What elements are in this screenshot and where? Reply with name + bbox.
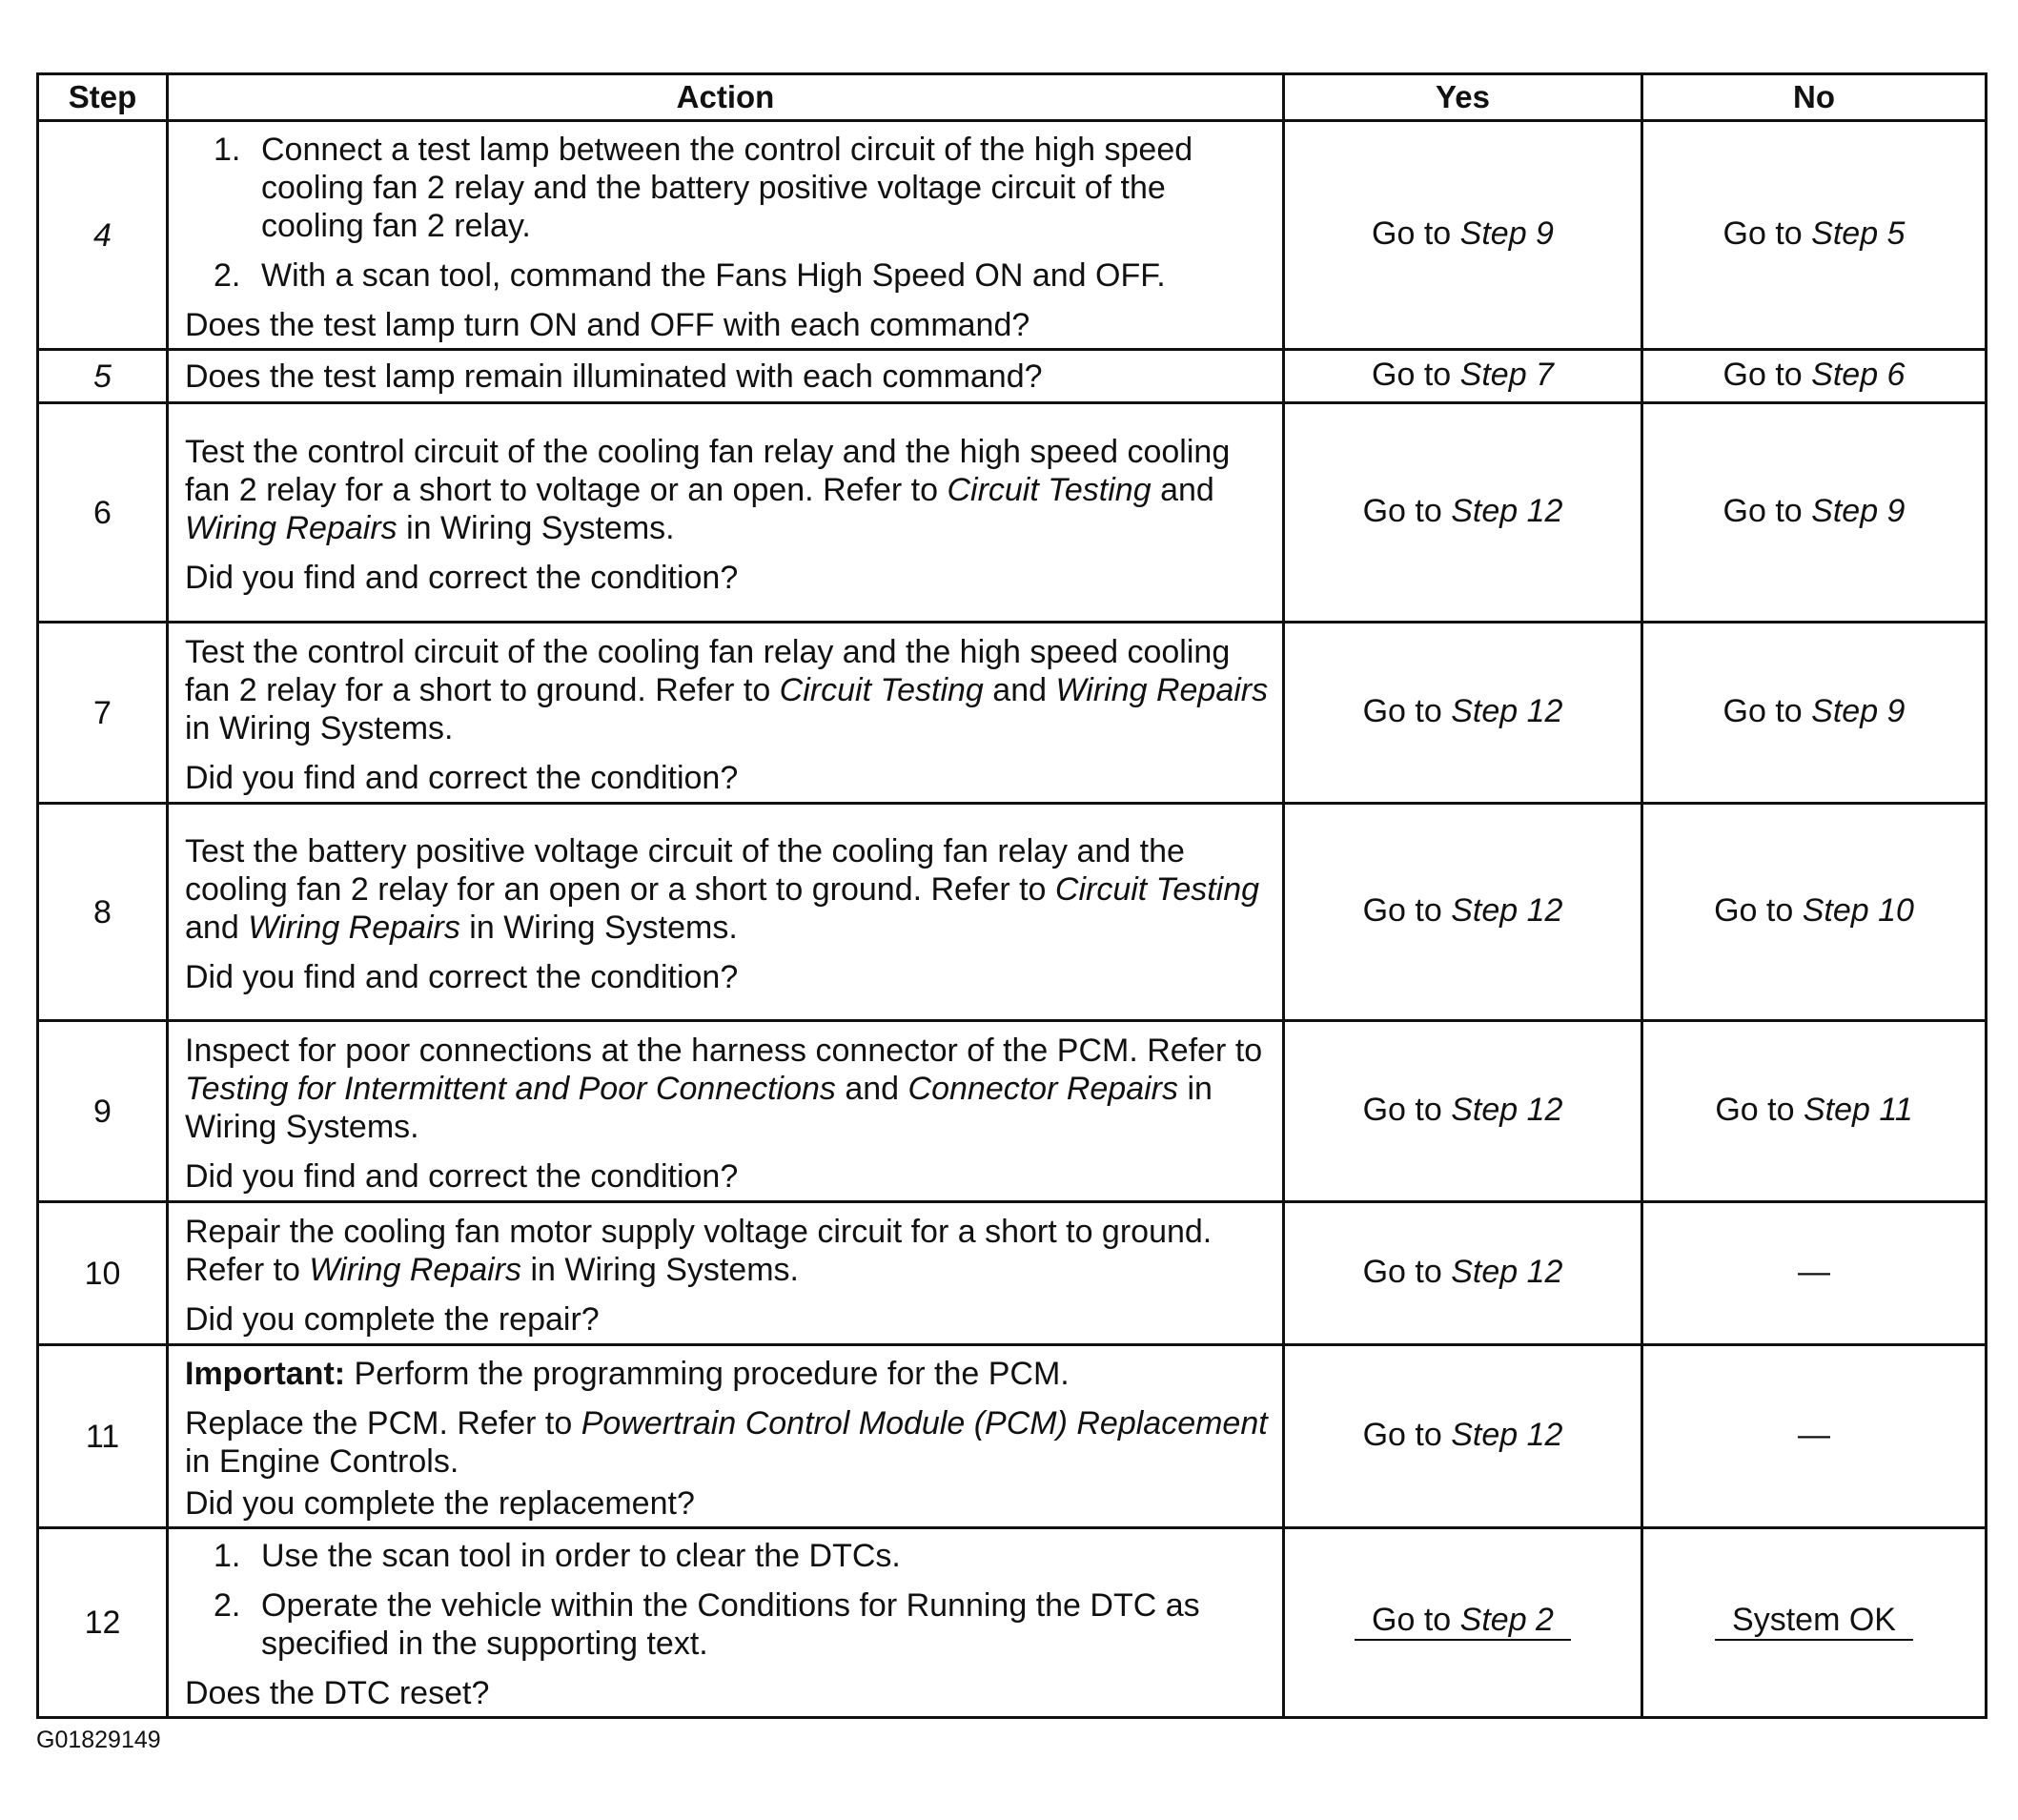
goto-step-link[interactable]: Step 10 xyxy=(1802,891,1914,929)
important-note: Important: Perform the programming procedure for the PCM. xyxy=(185,1355,1070,1392)
header-yes: Yes xyxy=(1284,74,1642,121)
yes-cell xyxy=(1284,804,1642,1021)
goto-text: Go to xyxy=(1372,215,1452,252)
goto-step-link[interactable]: Step 9 xyxy=(1811,692,1906,729)
action-list xyxy=(185,1537,1269,1663)
step-number: 5 xyxy=(38,350,168,403)
list-number: 2. xyxy=(214,1587,241,1624)
question-text: Does the DTC reset? xyxy=(185,1675,490,1711)
question-text: Did you complete the replacement? xyxy=(185,1484,695,1522)
goto-step-link[interactable]: Step 7 xyxy=(1459,356,1554,393)
reference-link[interactable]: Circuit Testing xyxy=(779,671,984,708)
goto-step-link[interactable]: Step 12 xyxy=(1451,692,1563,729)
goto-step-link[interactable]: Step 2 xyxy=(1459,1602,1554,1638)
no-cell xyxy=(1642,403,1987,623)
question-text: Did you find and correct the condition? xyxy=(185,759,739,796)
yes-cell xyxy=(1284,1202,1642,1345)
no-cell: — xyxy=(1642,1202,1987,1345)
action-text: Test the control circuit of the cooling fan relay and the high speed cooling fan 2 relay for a short to ground. Refer to Circuit Testing and Wiring Repairs in Wiring Systems. xyxy=(185,633,1269,746)
step-number: 4 xyxy=(38,121,168,350)
action-cell xyxy=(168,1528,1284,1718)
no-cell xyxy=(1642,350,1987,403)
goto-text: Go to xyxy=(1715,1091,1795,1128)
goto-text: Go to xyxy=(1372,1602,1452,1638)
list-item xyxy=(185,131,1269,245)
list-item xyxy=(185,256,1269,295)
action-text: Inspect for poor connections at the harness connector of the PCM. Refer to Testing for Intermittent and Poor Connections and Connector Repairs in Wiring Systems. xyxy=(185,1032,1263,1145)
step-number: 7 xyxy=(38,623,168,804)
step-number: 9 xyxy=(38,1021,168,1202)
goto-step-link[interactable]: Step 12 xyxy=(1451,1416,1563,1453)
goto-text: Go to xyxy=(1722,215,1803,252)
question-text: Does the test lamp remain illuminated with each command? xyxy=(185,358,1043,395)
action-text: Test the battery positive voltage circuit of the cooling fan relay and the cooling fan 2 relay for an open or a short to ground. Refer to Circuit Testing and Wiring Repairs in Wiring Systems. xyxy=(185,832,1260,946)
list-text: With a scan tool, command the Fans High Speed ON and OFF. xyxy=(261,256,1166,294)
list-item xyxy=(185,1586,1269,1663)
goto-text: Go to xyxy=(1362,1091,1442,1128)
no-cell xyxy=(1642,1021,1987,1202)
goto-text: Go to xyxy=(1722,356,1803,393)
no-cell xyxy=(1642,121,1987,350)
yes-cell xyxy=(1284,350,1642,403)
table-row xyxy=(38,350,1987,403)
goto-step-link[interactable]: Step 9 xyxy=(1811,492,1906,529)
reference-link[interactable]: Wiring Repairs xyxy=(309,1251,522,1288)
goto-text: Go to xyxy=(1372,356,1452,393)
table-row xyxy=(38,804,1987,1021)
diagnostic-table xyxy=(36,72,1987,1719)
list-text: Use the scan tool in order to clear the DTCs. xyxy=(261,1538,901,1574)
reference-link[interactable]: Wiring Repairs xyxy=(248,909,460,946)
list-item xyxy=(185,1537,1269,1575)
goto-step-link[interactable]: Step 12 xyxy=(1451,1091,1563,1128)
step-number: 8 xyxy=(38,804,168,1021)
no-cell xyxy=(1642,623,1987,804)
goto-step-link[interactable]: Step 11 xyxy=(1803,1091,1913,1128)
goto-step-link[interactable]: Step 5 xyxy=(1811,215,1906,252)
table-row xyxy=(38,1202,1987,1345)
yes-cell xyxy=(1284,1021,1642,1202)
header-row xyxy=(38,74,1987,121)
reference-link[interactable]: Circuit Testing xyxy=(1054,870,1260,908)
table-row xyxy=(38,403,1987,623)
header-no: No xyxy=(1642,74,1987,121)
action-text: Replace the PCM. Refer to Powertrain Control Module (PCM) Replacement in Engine Controls. xyxy=(185,1404,1268,1480)
goto-text: Go to xyxy=(1722,692,1803,729)
reference-link[interactable]: Wiring Repairs xyxy=(185,509,397,546)
table-row xyxy=(38,1345,1987,1528)
question-text: Did you find and correct the condition? xyxy=(185,1157,739,1195)
reference-link[interactable]: Connector Repairs xyxy=(907,1070,1179,1107)
reference-link[interactable]: Wiring Repairs xyxy=(1055,671,1269,708)
reference-link[interactable]: Powertrain Control Module (PCM) Replacement xyxy=(581,1404,1268,1442)
action-cell xyxy=(168,350,1284,403)
goto-text: Go to xyxy=(1362,891,1442,929)
question-text: Does the test lamp turn ON and OFF with each command? xyxy=(185,306,1030,343)
list-text: Connect a test lamp between the control circuit of the high speed cooling fan 2 relay and the battery positive voltage circuit of the cooling fan 2 relay. xyxy=(261,131,1193,244)
goto-step-link[interactable]: Step 12 xyxy=(1451,1253,1563,1290)
yes-answer xyxy=(1355,1601,1571,1641)
system-ok-text: System OK xyxy=(1715,1601,1913,1641)
table-row xyxy=(38,623,1987,804)
reference-link[interactable]: Testing for Intermittent and Poor Connections xyxy=(185,1070,836,1107)
yes-cell xyxy=(1284,121,1642,350)
table-row xyxy=(38,121,1987,350)
goto-text: Go to xyxy=(1362,492,1442,529)
yes-cell xyxy=(1284,403,1642,623)
reference-link[interactable]: Circuit Testing xyxy=(947,471,1152,508)
action-text: Test the control circuit of the cooling fan relay and the high speed cooling fan 2 relay for a short to voltage or an open. Refer to Circuit Testing and Wiring Repairs in Wiring Systems. xyxy=(185,433,1231,546)
header-step: Step xyxy=(38,74,168,121)
action-cell xyxy=(168,121,1284,350)
action-cell xyxy=(168,1345,1284,1528)
list-number: 1. xyxy=(214,131,241,168)
step-number: 10 xyxy=(38,1202,168,1345)
yes-cell xyxy=(1284,623,1642,804)
table-row xyxy=(38,1021,1987,1202)
step-number: 11 xyxy=(38,1345,168,1528)
goto-step-link[interactable]: Step 9 xyxy=(1459,215,1554,252)
list-number: 1. xyxy=(214,1538,241,1574)
action-cell xyxy=(168,403,1284,623)
question-text: Did you complete the repair? xyxy=(185,1300,600,1338)
step-number: 12 xyxy=(38,1528,168,1718)
goto-text: Go to xyxy=(1714,891,1794,929)
question-text: Did you find and correct the condition? xyxy=(185,958,739,995)
no-cell: — xyxy=(1642,1345,1987,1528)
goto-text: Go to xyxy=(1362,1416,1442,1453)
question-text: Did you find and correct the condition? xyxy=(185,559,739,596)
action-cell xyxy=(168,1202,1284,1345)
goto-text: Go to xyxy=(1362,1253,1442,1290)
yes-cell xyxy=(1284,1528,1642,1718)
goto-step-link[interactable]: Step 12 xyxy=(1451,891,1563,929)
table-row xyxy=(38,1528,1987,1718)
header-action: Action xyxy=(168,74,1284,121)
list-text: Operate the vehicle within the Conditions for Running the DTC as specified in the supporting text. xyxy=(261,1587,1200,1662)
goto-step-link[interactable]: Step 12 xyxy=(1451,492,1563,529)
action-cell xyxy=(168,804,1284,1021)
step-number: 6 xyxy=(38,403,168,623)
action-text: Repair the cooling fan motor supply voltage circuit for a short to ground. Refer to Wiring Repairs in Wiring Systems. xyxy=(185,1213,1213,1288)
list-number: 2. xyxy=(214,256,241,294)
goto-text: Go to xyxy=(1722,492,1803,529)
no-cell xyxy=(1642,1528,1987,1718)
goto-step-link[interactable]: Step 6 xyxy=(1811,356,1906,393)
important-label: Important: xyxy=(185,1355,346,1392)
goto-text: Go to xyxy=(1362,692,1442,729)
action-cell xyxy=(168,1021,1284,1202)
action-cell xyxy=(168,623,1284,804)
no-cell xyxy=(1642,804,1987,1021)
action-list xyxy=(185,131,1269,295)
yes-cell xyxy=(1284,1345,1642,1528)
document-code: G01829149 xyxy=(36,1727,161,1753)
